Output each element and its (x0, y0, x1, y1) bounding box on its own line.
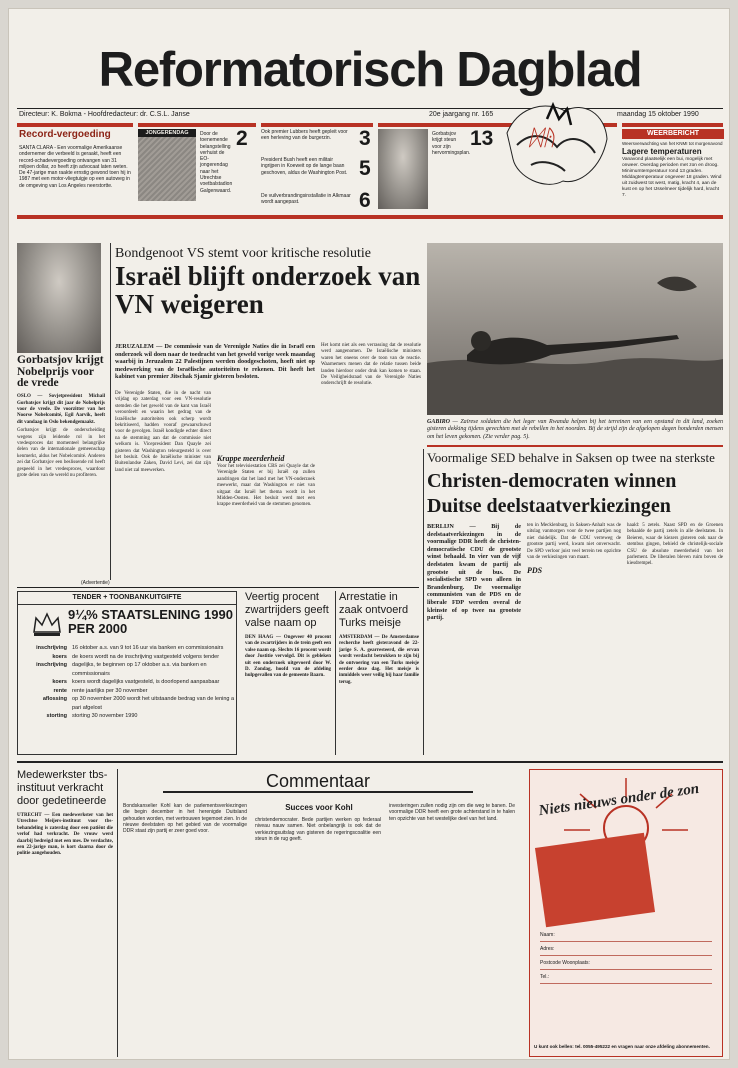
directeur-line: Directeur: K. Bokma - Hoofdredacteur: dr. C.S.L. Janse (19, 111, 190, 118)
saksen-col2 (527, 523, 621, 755)
commentaar-col2: christendemocrater. Bede partijen werken op federaal niveau nauw samen. Niet onbelangrijk is ook dat de verkiezingsuitslag van gisteren de regeringscoalitie een steun in de rug geeft. (255, 817, 381, 842)
lead-col3 (321, 343, 421, 581)
crown-emblem (30, 610, 64, 638)
tender-row-key: koers (52, 653, 67, 660)
tender-row-value: 16 oktober a.s. van 9 tot 16 uur via banken en commissionairs (72, 645, 224, 651)
weather-map-logo (487, 35, 619, 213)
tender-row (18, 712, 236, 721)
commentaar-col3: investeringen zullen nodig zijn om die weg te banen. De voormalige DDR heeft een grote achterstand in te halen ten opzichte van het westelijke deel van het land. (389, 803, 515, 822)
saksen-headline: Christen-democraten winnen Duitse deelstaatverkiezingen (427, 470, 677, 517)
crown-icon (30, 610, 64, 638)
weather-box (622, 129, 724, 213)
saksen-col2-text: ten in Mecklenburg, in Saksen-Anhalt was de uitslag vanmorgen voor de twee partijen nog niet duidelijk. Dat de CDU verreweg de grootste partij werd, kwam niet onverwacht. De SPD verloor juist veel terrein ten opzichte van de verkiezingen van maart. (527, 523, 621, 561)
teaser-page-number: 2 (236, 127, 248, 150)
tender-rate: 9¼% STAATSLENING 1990 PER 2000 (68, 607, 233, 636)
tender-row-value: rente jaarlijks per 30 november (72, 687, 148, 694)
jongerendag-photo-label: JONGERENDAG (138, 129, 196, 137)
commentaar-col1: Bondskanselier Kohl kan de parlementsverkiezingen die begin december in het herenigde Duitsland gehouden worden, met vertrouwen tegemoet zien. In de nieuwe deelstaten op het gebied van de voormalige DDR staat zijn partij er zeer goed voor. (123, 803, 247, 835)
tender-terms (18, 644, 236, 721)
teaser-item-text: Ook premier Lubbers heeft gepleit voor een herleving van de burgerzin. (261, 129, 348, 142)
weather-map-icon (487, 35, 619, 213)
column-rule (423, 449, 424, 755)
medewerker-text: UTRECHT — Een medewerkster van het Utrechtse Meijers-instituut voor tbs-behandeling is zaterdag door een patiënt die verlof had verkracht. De vrouw werd daarbij bedreigd met een mes. De verdachte, een 22-jarige man, is kort daarna door de politie aangehouden. (17, 813, 113, 857)
teaser-gorbatsjov-text: Gorbatsjov krijgt steun voor zijn hervormingsplan. (432, 131, 471, 156)
jaargang: 20e jaargang nr. 165 (429, 111, 494, 118)
teaser-item[interactable] (261, 191, 375, 213)
zwartrijders-text: DEN HAAG — Ongeveer 40 procent van de zwartrijders in de trein geeft een valse naam op. Slechts 16 procent wordt door Justitie vervolgd. Dit is gebleken uit een onderzoek uitgevoerd door W. D. Zondag, hoofd van de afdeling hulpgevallen van de gemeente Baarn. (245, 635, 331, 679)
photo-caption-lead: GABIRO (427, 419, 451, 425)
form-field-name[interactable]: Naam: (540, 930, 712, 942)
arrestatie-article[interactable] (339, 591, 419, 755)
tender-row-key: aflossing (42, 696, 67, 702)
jongerendag-photo (138, 129, 196, 201)
lead-subhead: Krappe meerderheid (217, 454, 285, 463)
lead-col1 (115, 391, 211, 581)
teaser-middle (261, 129, 375, 213)
tender-row (18, 661, 236, 678)
commentaar-label: Commentaar (265, 771, 371, 791)
lead-col3-text: Het komt niet als een verrassing dat de resolutie werd aangenomen. De Israëlische ministers waren het oneens over de toon van de reactie. Waarnemers menen dat de relatie tussen beide landen hierdoor onder druk kan komen te staan. De Veiligheidsraad van de Verenigde Naties onderschrijft de resolutie. (321, 343, 421, 387)
gorbatsjov-article[interactable] (17, 355, 105, 583)
teaser-jongerendag[interactable] (138, 129, 258, 213)
tender-row-value: koers wordt dagelijks vastgesteld, is doorlopend aanpasbaar (72, 679, 220, 685)
lead-col2-text: Voor het televisiestation CBS zei Quayle dat de Verenigde Staten er bij Israël op zullen aandringen dat het land met het VN-onderzoek meewerkt, maar dat Washington er niet van uitgaat dat Israël het thema wordt in het Midden-Oosten. Het besluit werd met een krappe meerderheid van de stemmen genomen. (217, 464, 315, 508)
zon-ad[interactable] (529, 769, 723, 1057)
tender-row (18, 678, 236, 687)
zon-ad-footer: U kunt ook bellen: tel. 0055-495222 en vragen naar onze afdeling abonnementen. (534, 1044, 710, 1049)
zon-ad-red-block (535, 833, 655, 928)
soldiers-photo (427, 243, 723, 415)
tender-row (18, 653, 236, 662)
column-rule (335, 591, 336, 755)
teaser-page-number: 13 (470, 127, 494, 150)
teaser-gorbatsjov[interactable] (378, 129, 498, 213)
commentaar-banner (163, 769, 473, 793)
tender-row-key: rente (53, 687, 67, 694)
gorbatsjov-headline: Gorbatsjov krijgt Nobelprijs voor de vrede (17, 354, 104, 390)
teaser-record[interactable] (19, 129, 131, 213)
teaser-jongerendag-text: Door de toenemende belangstelling verhuist de EO-jongerendag naar het Utrechtse voetbalstadion Galgenwaard. (200, 131, 233, 194)
zon-ad-form (540, 930, 712, 986)
section-rule (17, 587, 419, 588)
tender-row (18, 644, 236, 653)
section-rule (17, 761, 723, 763)
tender-header: TENDER + TOONBANKUITGIFTE (18, 592, 236, 605)
zon-ad-title: Niets nieuws onder de zon (537, 780, 701, 820)
tender-row-value: dagelijks, te beginnen op 17 oktober a.s. via banken en commissionairs (72, 662, 207, 677)
datum: maandag 15 oktober 1990 (617, 111, 699, 118)
tender-row-key: inschrijving (36, 645, 67, 651)
commentaar-title: Succes voor Kohl (285, 803, 353, 812)
weather-text: Vanavond plaatselijk een bui, mogelijk met onweer. Overdag perioden met zon en droog. Minimumtemperatuur rond 13 graden. Middagtemperatuur ongeveer 18 graden. Wind uit zuidwest tot west, matig, kracht 4, aan de kust en op het IJsselmeer tijdelijk hard, kracht 7. (622, 157, 722, 198)
arrestatie-text: AMSTERDAM — De Amsterdamse recherche heeft gisteravond de 22-jarige S. A. gearresteerd, die ervan wordt verdacht betrokken te zijn bij de ontvoering van een Turks meisje eerder deze dag. Het meisje is inmiddels weer veilig bij haar familie terug. (339, 635, 419, 685)
tender-row (18, 687, 236, 696)
arrestatie-headline: Arrestatie in zaak ontvoerd Turks meisje (339, 591, 409, 629)
saksen-col3-text: haald: 5 zetels. Naast SPD en de Groenen behaalde de partij zetels in alle deelstaten. In Beieren, waar de kiezers gisteren ook naar de stembus gingen, behield de christelijk-sociale CSU de absolute meerderheid van het parlement. De liberalen bleven ruim boven de kiesdrempel. (627, 523, 723, 567)
red-rule (427, 445, 723, 447)
newspaper-page (8, 8, 730, 1060)
photo-caption-text: — Zaïrese soldaten die het leger van Rwanda helpen bij het terreinen van een opstand in dit land, zoeken gisteren dekking tijdens gevechten met de rebellen in het noorden. Bij de strijd zijn de afgelopen dagen honderden mensen om het leven gekomen. (Zie verder pag. 5). (427, 419, 723, 440)
saksen-subhead: PDS (527, 566, 543, 576)
weather-label: WEERBERICHT (622, 129, 724, 139)
teaser-page-number: 3 (359, 127, 371, 150)
tender-row-value: de koers wordt na de inschrijving vastgesteld volgens tender (72, 653, 220, 660)
form-field-address[interactable]: Adres: (540, 944, 712, 956)
gorbatsjov-intro: OSLO — Sovjetpresident Michail Gorbatsjov krijgt dit jaar de Nobelprijs voor de vrede. De voorzitter van het Noorse Nobelcomité, Egil Aarvik, heeft dit vandaag in Oslo bekendgemaakt. (17, 394, 105, 425)
weather-source: Weersverwachting van het KNMI tot morgenavond (622, 141, 723, 146)
teaser-item[interactable] (261, 157, 375, 189)
lead-kicker: Bondgenoot VS stemt voor kritische resolutie (115, 246, 371, 261)
red-rule (261, 123, 373, 127)
medewerker-article[interactable] (17, 769, 113, 1057)
gorbatsjov-text: Gorbatsjov krijgt de onderscheiding wegens zijn leidende rol in het vredesproces dat momenteel belangrijke delen van de internationale gemeenschap kenmerkt, aldus het Nobelcomité. Anderen zei dat Gorbatsjov een beslissende rol heeft gespeeld in het vredesproces, waardoor grote delen van de wereld nu profiteren. (17, 428, 105, 479)
gorbatsjov-photo (17, 243, 101, 353)
lead-col1-text: De Verenigde Staten, die in de nacht van vrijdag op zaterdag voor een VN-resolutie stemden die het geweld van de kant van Israël veroordeelt en waarin het gedrag van de Israëlische autoriteiten ook scherp wordt bekritiseerd, hadden vooraf gewaarschuwd voor de gevolgen. Israël kondigde echter direct na de stemming aan dat de commissie niet welkom is. Vicepresident Dan Quayle zei gisteren dat Washington teleurgesteld is over het besluit. Ook de Israëlische minister van Buitenlandse Zaken, David Levi, zei dat zijn land niet zal meewerken. (115, 391, 211, 473)
photo-caption (427, 419, 723, 441)
teaser-item-text: De vuilverbrandingsinstallatie in Alkmaar wordt aangepast. (261, 193, 351, 206)
tender-tag: (Advertentie) (81, 580, 110, 586)
tender-ad[interactable] (17, 591, 237, 755)
svg-text:ᛞᚤ: ᛞᚤ (529, 125, 556, 150)
saksen-kicker: Voormalige SED behalve in Saksen op twee na sterkste (427, 450, 715, 465)
tender-row-key: koers (52, 679, 67, 685)
masthead-title: Reformatorisch Dagblad (98, 43, 642, 97)
weather-title: Lagere temperaturen (622, 147, 702, 156)
form-field-postcode[interactable]: Postcode Woonplaats: (540, 958, 712, 970)
teaser-item[interactable] (261, 129, 375, 155)
lead-headline: Israël blijft onderzoek van VN weigeren (115, 261, 421, 319)
column-rule (110, 243, 111, 583)
zwartrijders-article[interactable] (245, 591, 331, 755)
commentaar[interactable] (123, 767, 517, 1057)
teaser-page-number: 5 (359, 157, 371, 180)
tender-row-key: inschrijving (36, 662, 67, 668)
teaser-record-title: Record-vergoeding (19, 129, 111, 140)
red-rule (17, 215, 723, 219)
saksen-col1 (427, 523, 521, 755)
saksen-col3 (627, 523, 723, 755)
tender-row (18, 695, 236, 712)
tender-row-value: op 30 november 2000 wordt het uitstaande bedrag van de lening a pari afgelost (72, 696, 235, 711)
teaser-page-number: 6 (359, 189, 371, 212)
soldiers-silhouette-icon (427, 243, 723, 415)
lead-col2 (217, 391, 315, 581)
teaser-item-text: President Bush heeft een militair ingrijpen in Koeweit op de lange baan geschoven, aldus de Washington Post. (261, 157, 348, 176)
column-rule (117, 769, 118, 1057)
lead-intro: JERUZALEM — De commissie van de Verenigde Naties die in Israël een onderzoek wil doen naar de toedracht van het geweld vorige week maandag waarbij in Jeruzalem 22 Palestijnen werden doodgeschoten, hoeft niet op medewerking van de Israëlische autoriteiten te rekenen. Dit heeft het kabinet van premier Jitschak Sjamir gisteren besloten. (115, 343, 315, 381)
red-rule (622, 123, 723, 127)
teaser-record-text: SANTA CLARA - Een voormalige Amerikaanse ondernemer die verbeeld is geraakt, heeft een record-schadevergoeding ontvangen van 31 miljoen dollar, zo heeft zijn advocaat laten weten. De 47-jarige man raakte ernstig gewond toen hij in 1987 met een motor-vliegtuigje op een autoweg in de omgeving van Los Angeles neerstortte. (19, 145, 131, 189)
red-rule (17, 123, 133, 127)
medewerker-headline: Medewerkster tbs-instituut verkracht door gedetineerde (17, 769, 108, 807)
tender-row-value: storting 30 november 1990 (72, 713, 138, 719)
form-field-tel[interactable]: Tel.: (540, 972, 712, 984)
saksen-intro: BERLIJN — Bij de deelstaatverkiezingen in de voormalige DDR heeft de christen-democratische CDU de grootste winst behaald. In vier van de vijf deelstaten kwam de partij als grootste uit de bus. De socialistische SPD won alleen in Brandenburg. De voormalige communisten van de PDS en de liberale FDP werden overal de kleinste of op twee na grootste partij. (427, 523, 521, 622)
zwartrijders-headline: Veertig procent zwartrijders geeft valse naam op (245, 591, 329, 629)
tender-row-key: storting (46, 713, 67, 719)
gorbatsjov-teaser-photo (378, 129, 428, 209)
